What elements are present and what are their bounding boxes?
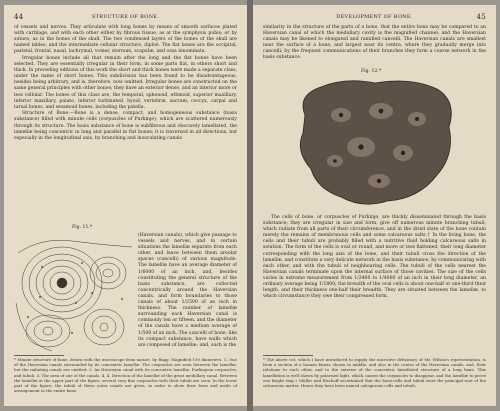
page-number: 45 — [476, 13, 486, 21]
paragraph: similarity in the structure of the parts of a bone, that the entire bone may be compared to an Haversian canal of which the medullary cavity is the magnified channel; and the Haversian canals may be likened to elongated and ramified cancelli. The Haversian canals are smallest near the surface of a bone, and largest near its centre, where they gradually merge into cancelli; by the frequent communications of their branches they form a coarse network in the basis substance. — [263, 25, 486, 61]
right-body-bottom — [263, 215, 486, 301]
right-page-header — [263, 13, 486, 23]
footnote-rule — [263, 355, 313, 356]
left-body-top — [14, 25, 237, 142]
paragraph: Structure of Bone.—Bone is a dense, compact, and homogeneous substance (basis substance) filled with minute cells (corpuscles of Purkinje), which are scattered numerously through its structure. The basis substance of bone is subfibrous and obscurely lamellated, the lamellæ being concentric in long and parallel in flat bones; it is traversed in all directions, but especially in the longitudinal axis, by branching and inosculating canals — [14, 111, 237, 141]
right-page — [253, 5, 496, 406]
paragraph: The cells of bone, or corpuscles of Purkinje, are thickly disseminated through the basis substance; they are irregular in size and form, give off numerous minute branching tubuli, which radiate from all parts of their circumference, and in the dried state of the bone contain merely the remains of membranous cells and some calcareous salts.† In the living bone, the cells and their tubuli are probably filled with a nutritive fluid holding calcareous salts in solution. The form of the cells is oval or round, and more or less flattened, their long diameter corresponding with the long axis of the bone, and their tubuli cross the direction of the lamellæ, and constitute a very delicate network in the basis substance, by communicating with each other, and with the tubuli of neighbouring cells. The tubuli of the cells nearest the Haversian canals terminate upon the internal surface of those cavities. The size of the cells varies in extreme measurement from 1/2400 to 1/4000 of an inch in their long diameter, an ordinary average being 1/1800; the breadth of the oval cells is about one-half or one-third their length, and their thickness one-half their breadth. They are situated between the lamellæ, to which circumstance they owe their compressed form. — [263, 215, 486, 300]
figure-label: Fig. 11.* — [72, 225, 93, 230]
left-page-header — [14, 13, 237, 23]
right-footnote: * The above cut, which I have introduced to supply the microtive deficiency of Mr. Wilson's representation, is from a section of a human femur, shown in middle, and also in the centre of the Haversian canals, and, their relations to each other, and to the exterior of the concentric lamellated structure of a long bone. This lamellation is well shown by polarised light, which causes the corpuscles to disappear, and the lamellæ to prove one bright ring.† Müller and Bischoff ascertained that the bone-cells and tubuli were the principal seat of the calcareous matter. Hence they have been named calcigerous cells and tubuli. — [263, 357, 486, 389]
left-page — [4, 5, 247, 406]
paragraph: of vessels and nerves. They articulate with long bones by means of smooth surfaces plated with cartilage, and with each other either by fibrous tissue, as at the symphysis pubis; or by suture, as in the bones of the skull. The two condensed layers of the bones of the skull are named tables; and the intermediate cellular structure, diploë. The flat bones are the occipital, parietal, frontal, nasal, lachrymal, vomer, sternum, scapulæ, and ossa innominata. — [14, 25, 237, 55]
running-title: DEVELOPMENT OF BONE. — [336, 14, 413, 20]
bone-cross-section-figure — [12, 233, 140, 353]
left-footnote: * Minute structure of bone, drawn with the microscope from nature, by Bagg. Magnified 150 diameters. 1. One of the Haversian canals surrounded by its concentric lamellæ. The corpuscles are seen between the lamellæ; but the radiating canals are omitted. 2. An Haversian canal with its concentric lamellæ, Purkinjean corpuscles, and tubuli. 3. The area of one of the canals. 4, 4. Direction of the lamellæ of the great medullary canal. Between the lamellæ at the upper part of the figure, several very fine corpuscles with their tubuli are seen. In the lower part of the figure, the tubuli of these outer canals are given, in order to show their form and mode of arrangement in the entire bone. — [14, 357, 237, 394]
right-body-top — [263, 25, 486, 62]
figure-label: Fig. 12.* — [361, 69, 382, 74]
page-number: 44 — [14, 13, 24, 21]
bone-section-figure — [291, 75, 459, 211]
running-title: STRUCTURE OF BONE. — [91, 14, 160, 20]
footnote-rule — [14, 355, 64, 356]
paragraph: Irregular bones include all that remain after the long and the flat bones have been selected. They are essentially irregular in their form, in some parts flat, in others short and thick. In preceding editions of this work the short and thick bones were made a separate class, under the name of short bones. This subdivision has been found to be disadvantageous, besides being arbitrary, and is, therefore, now omitted. Irregular bones are constructed on the same general principles with other bones; they have an exterior dense, and an interior more or less cellular. The bones of this class are, the temporal, sphenoid, ethmoid, superior maxillary, inferior maxillary, palate, inferior turbinated, hyoid, vertebræ, sacrum, coccyx, carpal and tarsal bones, and sesamoid bones, including the patella. — [14, 55, 237, 110]
left-body-wrap: (Haversian canals), which give passage to vessels and nerves, and in certain situations the lamellæ separate from each other, and leave between them areolar spaces (cancelli) of various magnitude. The lamellæ have an average diameter of 1/6000 of an inch, and, besides constituting the general structure of the basis substance, are collected concentrically around the Haversian canals, and form boundaries to those canals of about 1/2500 of an inch in thickness. The number of lamellæ surrounding each Haversian canal is commonly ten or fifteen, and the diameter of the canals have a medium average of 1/500 of an inch. The cancelli of bone, like its compact substance, have walls which are composed of lamellæ; and, such is the — [138, 233, 237, 348]
